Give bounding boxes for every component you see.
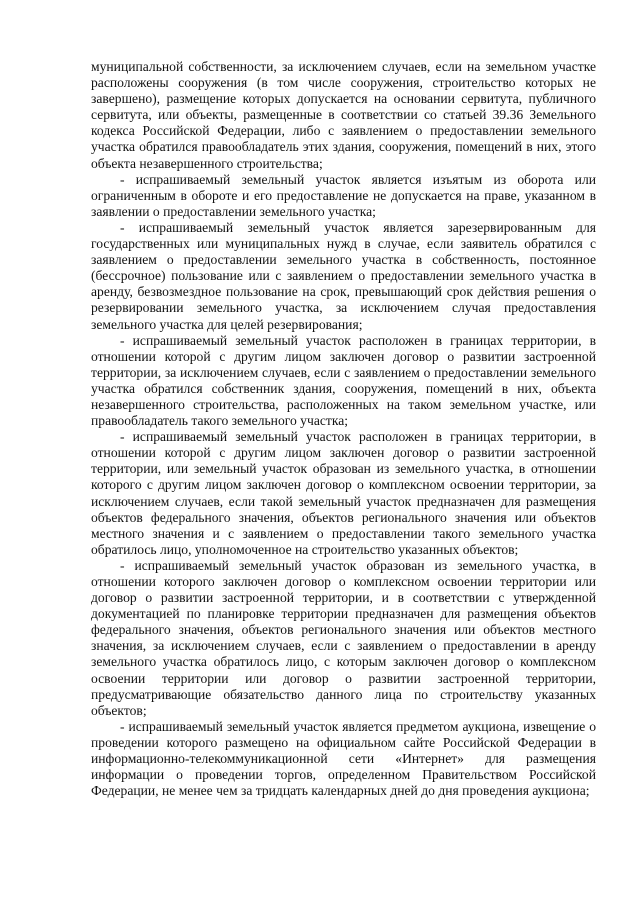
paragraph-list-item: - испрашиваемый земельный участок расположен в границах территории, в отношении которой с другим лицом заключен договор о развитии застроенной территории, или земельный участок образован из земельного участка, в отношении которого с другим лицом заключен договор о комплексном освоении территории, за исключением случаев, если такой земельный участок предназначен для размещения объектов федерального значения, объектов регионального значения или объектов местного значения и с заявлением о предоставлении такого земельного участка обратилось лицо, уполномоченное на строительство указанных объектов; — [91, 429, 596, 557]
paragraph-list-item: - испрашиваемый земельный участок образован из земельного участка, в отношении которого заключен договор о комплексном освоении территории или договор о развитии застроенной территории, и в соответствии с утвержденной документацией по планировке территории предназначен для размещения объектов федерального значения, объектов регионального значения или объектов местного значения, за исключением случаев, если с заявлением о предоставлении в аренду земельного участка обратилось лицо, с которым заключен договор о комплексном освоении территории или договор о развитии застроенной территории, предусматривающие обязательство данного лица по строительству указанных объектов; — [91, 557, 596, 718]
paragraph-list-item: - испрашиваемый земельный участок является изъятым из оборота или ограниченным в обороте и его предоставление не допускается на праве, указанном в заявлении о предоставлении земельного участка; — [91, 171, 596, 219]
paragraph-continuation: муниципальной собственности, за исключением случаев, если на земельном участке расположены сооружения (в том числе сооружения, строительство которых не завершено), размещение которых допускается на основании сервитута, публичного сервитута, или объекты, размещенные в соответствии со статьей 39.36 Земельного кодекса Российской Федерации, либо с заявлением о предоставлении земельного участка обратился правообладатель этих здания, сооружения, помещений в них, этого объекта незавершенного строительства; — [91, 59, 596, 171]
paragraph-list-item: - испрашиваемый земельный участок расположен в границах территории, в отношении которой с другим лицом заключен договор о развитии застроенной территории, за исключением случаев, если с заявлением о предоставлении земельного участка обратился собственник здания, сооружения, помещений в них, объекта незавершенного строительства, расположенных на таком земельном участке, или правообладатель такого земельного участка; — [91, 332, 596, 429]
paragraph-list-item: - испрашиваемый земельный участок является предметом аукциона, извещение о проведении которого размещено на официальном сайте Российской Федерации в информационно-телекоммуникационной сети «Интернет» для размещения информации о проведении торгов, определенном Правительством Российской Федерации, не менее чем за тридцать календарных дней до дня проведения аукциона; — [91, 718, 596, 799]
document-page — [91, 59, 596, 799]
paragraph-list-item: - испрашиваемый земельный участок является зарезервированным для государственных или муниципальных нужд в случае, если заявитель обратился с заявлением о предоставлении земельного участка в собственность, постоянное (бессрочное) пользование или с заявлением о предоставлении земельного участка в аренду, безвозмездное пользование на срок, превышающий срок действия решения о резервировании земельного участка, за исключением случая предоставления земельного участка для целей резервирования; — [91, 219, 596, 332]
